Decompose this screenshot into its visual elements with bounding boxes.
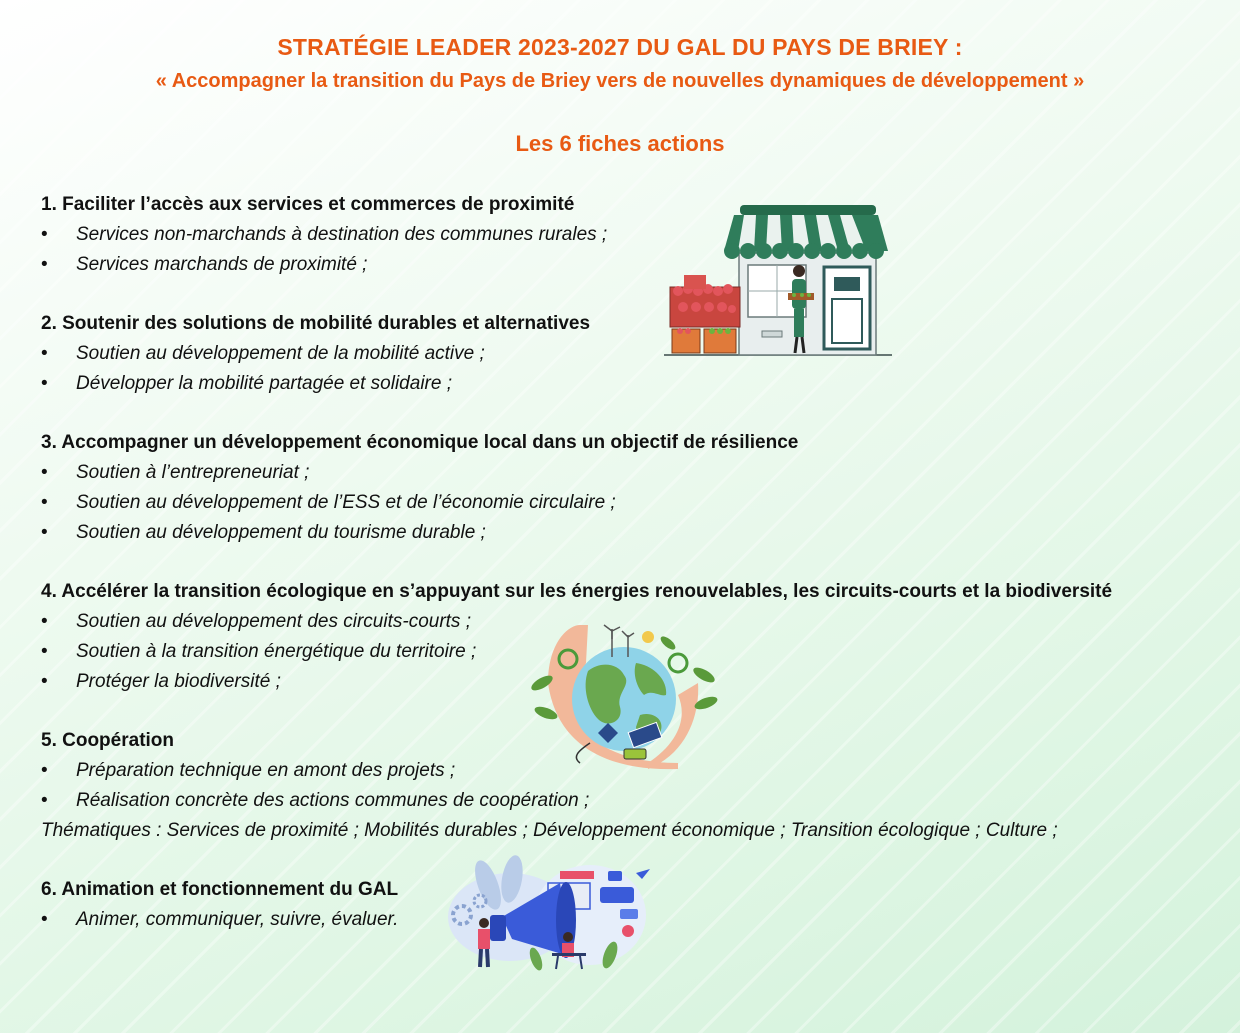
megaphone-illustration bbox=[440, 855, 655, 975]
bullet-icon: • bbox=[41, 611, 48, 632]
action-2 bbox=[41, 309, 590, 399]
list-item bbox=[41, 786, 1058, 816]
list-item bbox=[41, 339, 590, 369]
themes-note: Thématiques : Services de proximité ; Mobilités durables ; Développement économique ; Transition écologique ; Culture ; bbox=[41, 820, 1058, 841]
list-item bbox=[41, 518, 798, 548]
shop-illustration bbox=[664, 203, 892, 361]
action-3 bbox=[41, 428, 798, 548]
list-item-text: Réalisation concrète des actions communes de coopération ; bbox=[76, 790, 590, 811]
bullet-icon: • bbox=[41, 909, 48, 930]
action-heading: 6. Animation et fonctionnement du GAL bbox=[41, 879, 399, 900]
list-item bbox=[41, 905, 398, 935]
list-item-text: Services non-marchands à destination des communes rurales ; bbox=[76, 224, 608, 245]
list-item-text: Soutien au développement de l’ESS et de l’économie circulaire ; bbox=[76, 492, 616, 513]
list-item-text: Soutien au développement de la mobilité active ; bbox=[76, 343, 485, 364]
list-item-text: Préparation technique en amont des projets ; bbox=[76, 760, 456, 781]
bullet-icon: • bbox=[41, 462, 48, 483]
bullet-icon: • bbox=[41, 224, 48, 245]
list-item-text: Soutien au développement des circuits-courts ; bbox=[76, 611, 471, 632]
page-subtitle: « Accompagner la transition du Pays de Briey vers de nouvelles dynamiques de développement » bbox=[155, 70, 1085, 92]
action-heading: 5. Coopération bbox=[41, 730, 175, 751]
action-6 bbox=[41, 875, 398, 935]
list-item-text: Soutien à la transition énergétique du territoire ; bbox=[76, 641, 477, 662]
bullet-icon: • bbox=[41, 343, 48, 364]
action-heading: 4. Accélérer la transition écologique en s’appuyant sur les énergies renouvelables, les circuits-courts et la biodiversité bbox=[41, 581, 1113, 602]
list-item bbox=[41, 369, 590, 399]
list-item bbox=[41, 458, 798, 488]
list-item-text: Soutien au développement du tourisme durable ; bbox=[76, 522, 486, 543]
list-item-text: Services marchands de proximité ; bbox=[76, 254, 368, 275]
bullet-icon: • bbox=[41, 492, 48, 513]
bullet-icon: • bbox=[41, 760, 48, 781]
section-title: Les 6 fiches actions bbox=[515, 131, 725, 156]
list-item bbox=[41, 250, 607, 280]
action-heading: 2. Soutenir des solutions de mobilité durables et alternatives bbox=[41, 313, 591, 334]
page-title: STRATÉGIE LEADER 2023-2027 DU GAL DU PAYS DE BRIEY : bbox=[277, 34, 963, 60]
list-item-text: Protéger la biodiversité ; bbox=[76, 671, 281, 692]
list-item bbox=[41, 488, 798, 518]
list-item bbox=[41, 220, 607, 250]
bullet-icon: • bbox=[41, 790, 48, 811]
list-item-text: Développer la mobilité partagée et solidaire ; bbox=[76, 373, 452, 394]
action-1 bbox=[41, 190, 607, 280]
bullet-icon: • bbox=[41, 373, 48, 394]
action-heading: 3. Accompagner un développement économique local dans un objectif de résilience bbox=[41, 432, 799, 453]
bullet-icon: • bbox=[41, 641, 48, 662]
action-heading: 1. Faciliter l’accès aux services et commerces de proximité bbox=[41, 194, 575, 215]
list-item-text: Animer, communiquer, suivre, évaluer. bbox=[76, 909, 399, 930]
earth-hands-illustration bbox=[528, 623, 718, 771]
bullet-icon: • bbox=[41, 254, 48, 275]
bullet-icon: • bbox=[41, 522, 48, 543]
list-item-text: Soutien à l’entrepreneuriat ; bbox=[76, 462, 310, 483]
bullet-icon: • bbox=[41, 671, 48, 692]
